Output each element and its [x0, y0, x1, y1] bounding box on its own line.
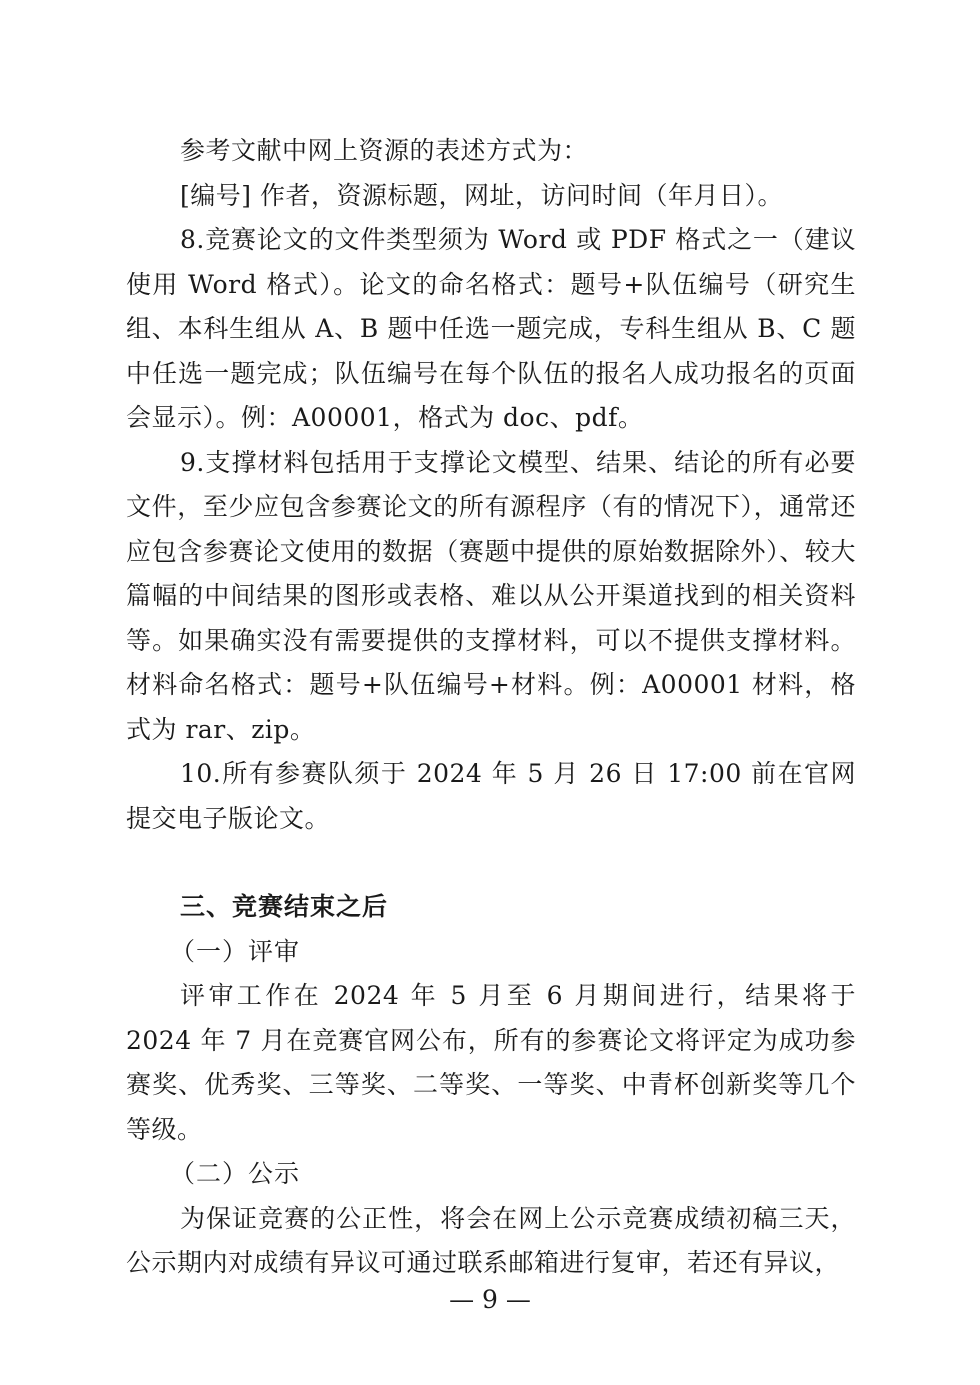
paragraph-review: 评审工作在 2024 年 5 月至 6 月期间进行，结果将于 2024 年 7 月在竞赛官网公布，所有的参赛论文将评定为成功参赛奖、优秀奖、三等奖、二等奖、一等奖、中青杯创新奖等几个等级。	[126, 981, 856, 1144]
paragraph-item-10: 10.所有参赛队须于 2024 年 5 月 26 日 17:00 前在官网提交电子版论文。	[126, 759, 856, 833]
subsection-heading-publicity: （二）公示	[170, 1159, 301, 1188]
paragraph-item-8: 8.竞赛论文的文件类型须为 Word 或 PDF 格式之一（建议使用 Word 格式）。论文的命名格式：题号+队伍编号（研究生组、本科生组从 A、B 题中任选一题完成，专科生组从 B、C 题中任选一题完成；队伍编号在每个队伍的报名人成功报名的页面会显示）。例：A00001，格式为 doc、pdf。	[126, 225, 856, 432]
paragraph-item-9: 9.支撑材料包括用于支撑论文模型、结果、结论的所有必要文件，至少应包含参赛论文的所有源程序（有的情况下），通常还应包含参赛论文使用的数据（赛题中提供的原始数据除外）、较大篇幅的中间结果的图形或表格、难以从公开渠道找到的相关资料等。如果确实没有需要提供的支撑材料，可以不提供支撑材料。材料命名格式：题号+队伍编号+材料。例：A00001 材料，格式为 rar、zip。	[126, 447, 856, 744]
paragraph-reference-format: [编号] 作者，资源标题，网址，访问时间（年月日）。	[180, 180, 783, 210]
page-number: — 9 —	[449, 1285, 531, 1314]
section-heading: 三、竞赛结束之后	[180, 892, 389, 921]
paragraph-reference-format-intro: 参考文献中网上资源的表述方式为：	[180, 136, 589, 165]
document-body	[126, 129, 856, 1286]
paragraph-publicity: 为保证竞赛的公正性，将会在网上公示竞赛成绩初稿三天，公示期内对成绩有异议可通过联系邮箱进行复审，若还有异议，	[126, 1203, 856, 1277]
section-spacer	[126, 841, 856, 885]
subsection-heading-review: （一）评审	[170, 936, 301, 966]
